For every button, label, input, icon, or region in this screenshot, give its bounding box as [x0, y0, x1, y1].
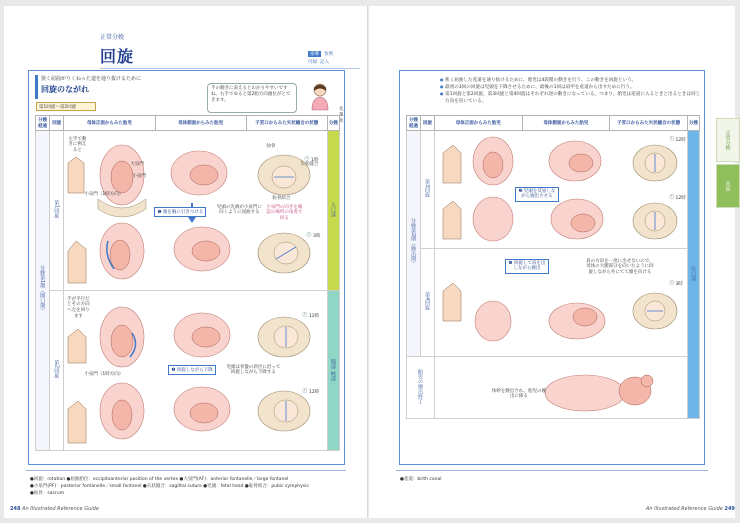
canal-strait-label: 峡部 — [329, 370, 336, 381]
clock-icon: 🕛 — [302, 313, 308, 318]
anno-shoulder: 肩の方向を一度に出せないので、母体の大腿部分を向いたように回旋しながら外にてて顔を向ける — [586, 258, 654, 276]
badge-ref: 参照 — [324, 52, 333, 57]
table-caption: 第1回旋〜第2回旋 — [36, 102, 96, 111]
clock-5 — [669, 137, 686, 143]
birth-illustration — [435, 359, 689, 417]
side-tab-rotation[interactable]: 回旋 — [716, 164, 740, 208]
rotation-table-left — [35, 115, 340, 451]
clock-4-label: 12時 — [308, 389, 320, 395]
rotation-table-right — [406, 115, 700, 419]
rotation3-figures — [434, 131, 687, 249]
label-sacral-bone: 仙骨 — [266, 143, 276, 149]
rotation3-label: 第3回旋 — [423, 179, 430, 198]
canal-mid-label: 闊部 — [329, 358, 336, 369]
canal-bar-entrance — [327, 131, 339, 291]
rotation2-label: 第2回旋 — [53, 360, 60, 379]
label-small-font-dir: 小泉門（1時方向） — [84, 191, 124, 197]
clock-1 — [304, 157, 318, 163]
badge-appendix: 付録 — [308, 60, 317, 65]
midwife-label: 先輩助 — [339, 107, 344, 124]
rotation2-cell — [50, 291, 64, 451]
rotation4-cell — [420, 249, 434, 357]
badge-entry: 記入 — [320, 60, 329, 65]
clock-7 — [669, 281, 683, 287]
edu-badge — [308, 51, 336, 65]
footnote-right: ●産道：birth canal — [400, 477, 442, 482]
label-sagittal: 矢状縫合 — [300, 161, 319, 167]
label-small-fontanel: 小泉門 — [132, 173, 146, 179]
rotation4-label: 第4回旋 — [423, 292, 430, 311]
clock-2 — [306, 233, 320, 239]
canal-outlet-label: 出口部 — [689, 266, 696, 281]
birth-figures — [434, 357, 687, 419]
footnote-line-3: ●仙骨：sacrum — [30, 491, 65, 497]
anno-descend: 児頭は骨盤の斜径に沿って回旋しながら下降する — [226, 364, 281, 376]
footnote-left — [30, 476, 360, 498]
canal-bar-mid — [327, 291, 339, 451]
section-subheading: 狭く屈曲がりくねった道を通り抜けるために — [41, 76, 142, 82]
col-header-course: 分娩経過 — [36, 116, 50, 131]
clock-7-label: 3時 — [675, 281, 683, 287]
rotation1-label: 第1回旋 — [53, 200, 60, 219]
birth-label: 胎児の娩出終了 — [416, 369, 423, 404]
clock-icon: 🕛 — [668, 137, 675, 142]
callout-flex: ❶ 頭を胸に引きつける — [154, 207, 206, 217]
col-header-course: 分娩経過 — [407, 116, 421, 131]
col-header-front: 母体正面からみた胎児 — [434, 116, 522, 131]
canal-entrance-label: 入口部 — [329, 202, 336, 217]
anno-flex: 児頭の先端が小泉門に向くように屈曲する — [216, 204, 262, 216]
col-header-suture: 子宮口からみた矢状縫合の状態 — [246, 116, 327, 131]
side-tab-normal-delivery[interactable]: 正常分娩 — [716, 118, 740, 162]
rotation1-cell — [50, 131, 64, 291]
clock-5-label: 12時 — [675, 137, 686, 143]
clock-icon: 🕐 — [304, 157, 310, 162]
stage-cell-2 — [407, 131, 421, 357]
stage-label-2: 分娩第2期（娩出期） — [409, 218, 416, 267]
canal-bar-outlet — [687, 131, 699, 419]
label-pubis: 恥骨結合 — [272, 195, 291, 201]
col-header-canal: 分娩 — [687, 116, 699, 131]
label-great-fontanel: 大泉門 — [130, 161, 144, 167]
clock-6-label: 12時 — [675, 195, 686, 201]
clock-3 — [302, 313, 319, 319]
page-title: 回旋 — [100, 47, 135, 66]
anno-small-fontanel: 小泉門の向きを確認の場所の角度で回る — [266, 204, 303, 222]
anno-birth: 体幹を娩出され、胎児の娩出に移る — [491, 388, 547, 400]
footnote-rule-left — [26, 470, 346, 471]
category-label: 正常分娩 — [100, 34, 125, 41]
rotation-panel-left — [28, 70, 345, 465]
callout-shoulder: ❹ 回旋して肩を出しながら娩出 — [505, 259, 549, 275]
section-title: 回旋のながれ — [41, 85, 89, 94]
rotation4-figures — [434, 249, 687, 357]
clock-6 — [669, 195, 686, 201]
clock-3-label: 12時 — [308, 313, 320, 319]
page-number-248: 248 — [10, 506, 21, 512]
label-small-font-dir-2: 小泉門（1時方向） — [84, 371, 124, 377]
col-header-rotation: 回旋 — [50, 116, 64, 131]
badge-guide: 指導 — [310, 52, 319, 57]
section-heading — [35, 75, 177, 99]
rotation1-figures — [64, 131, 327, 291]
bullet-2: ● 最初の3回の回旋は児頭を下降させるために、最後の1回は肩甲を産道から出すために行う。 — [440, 84, 702, 91]
callout-extension: ❸ 児頭を反屈しながら娩出させる — [515, 187, 559, 203]
stage-cell — [36, 131, 50, 451]
col-header-rotation: 回旋 — [420, 116, 434, 131]
footnote-line-1: ●回旋：rotation ●屈曲胎位：occipitoanterior position of the vertex ●大泉門(AF)：anterior fontanelle／large fontanel — [30, 477, 289, 482]
book-title-left: An Illustrated Reference Guide — [22, 506, 99, 512]
col-header-suture: 子宮口からみた矢状縫合の状態 — [610, 116, 688, 131]
clock-2-label: 3時 — [312, 233, 321, 239]
clock-icon: 🕒 — [306, 233, 312, 238]
hand-note-1: 左手で動きに例えると — [68, 136, 87, 154]
header-rule — [100, 68, 360, 69]
rotation3-cell — [420, 131, 434, 249]
bullet-1: ● 狭く屈曲した産道を通り抜けるために、胎児は4段階の動きを行う。この動きを回旋という。 — [440, 77, 702, 84]
clock-icon: 🕛 — [668, 195, 675, 200]
intro-bullets — [440, 77, 702, 105]
stage-label: 分娩第1期（開口期） — [39, 265, 46, 314]
col-header-canal: 分娩 — [327, 116, 339, 131]
midwife-illustration — [305, 81, 335, 111]
clock-4 — [302, 389, 319, 395]
page-number-left — [10, 506, 99, 512]
advice-bubble: 手の動きに表えるとわかりやすいですね。右手でゆると第2胎方向頭位がとできます。 — [207, 83, 297, 113]
clock-icon: 🕒 — [668, 281, 675, 286]
clock-1-label: 1時 — [310, 157, 319, 163]
book-title-right: An Illustrated Reference Guide — [646, 506, 723, 512]
col-header-side: 母体側面からみた胎児 — [522, 116, 610, 131]
callout-descend: ❷ 回旋しながら下降 — [168, 365, 215, 375]
page-number-right — [646, 506, 735, 512]
clock-icon: 🕛 — [302, 389, 308, 394]
col-header-side: 母体側面からみた胎児 — [155, 116, 246, 131]
rotation-panel-right — [399, 70, 705, 465]
footnote-line-2: ●小泉門(PF)：posterior fontanelle／small fontanel ●矢状縫合：sagittal suture ●児頭：fetal head ●恥骨結合：pubic symphysis — [30, 484, 309, 490]
hand-note-2: 手が平行だとその方向へ左を回ります — [67, 296, 90, 320]
footnote-rule-right — [396, 470, 708, 471]
birth-cell — [407, 357, 435, 419]
page-number-249: 249 — [724, 506, 735, 512]
col-header-front: 母体正面からみた胎児 — [64, 116, 155, 131]
rotation2-figures — [64, 291, 327, 451]
bullet-3: ● 第1回旋と第2回旋、第3回旋と第4回旋はそれぞれ逆の動きになっている。つまり、胎児は産道に入るときと出るときは同じ方向を向いている。 — [440, 91, 702, 105]
rotation3-illustration — [435, 133, 689, 247]
